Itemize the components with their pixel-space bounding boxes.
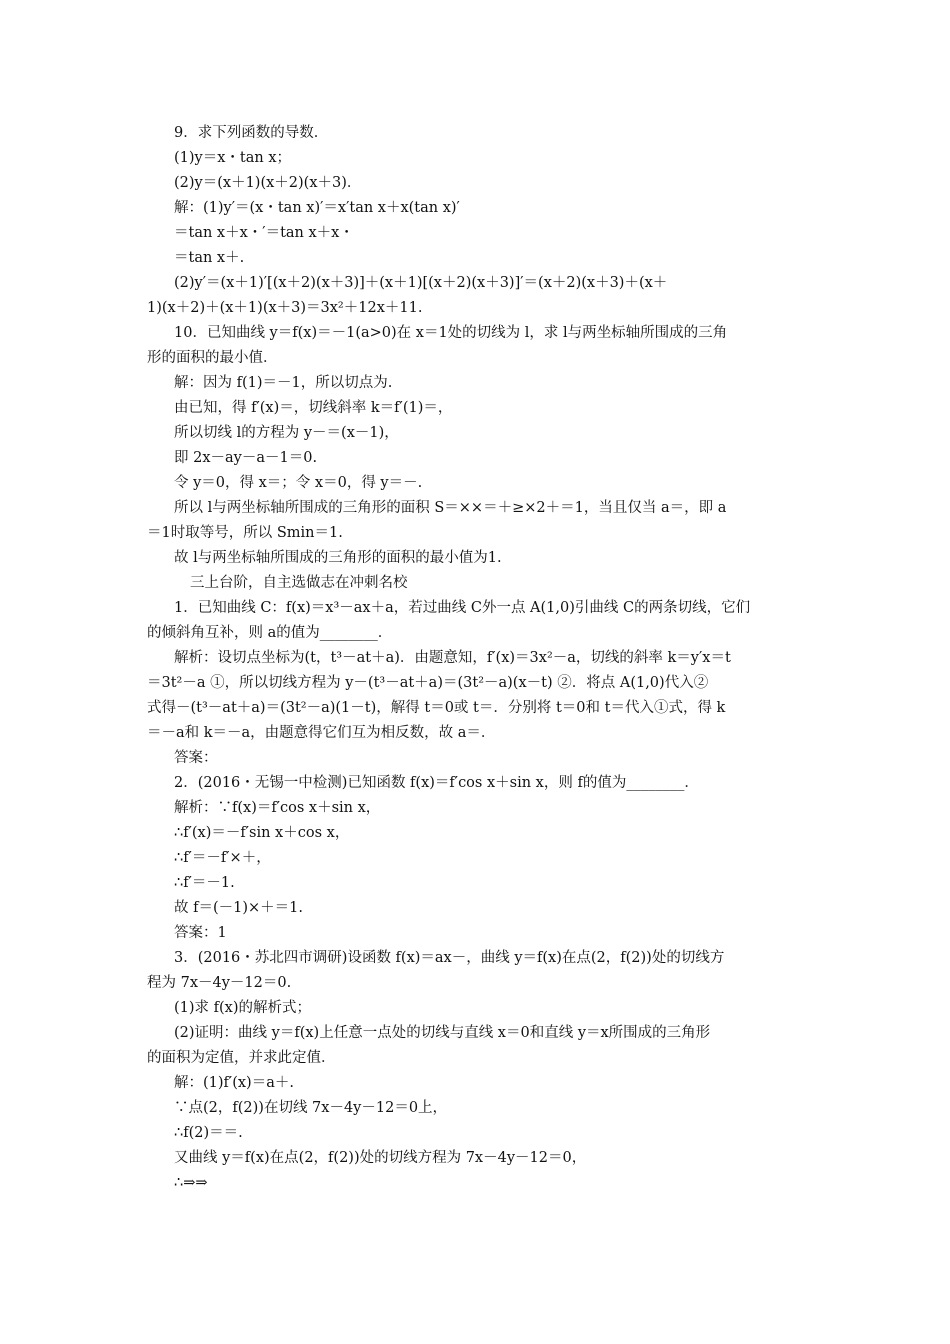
problem-3-part-1: (1)求 f(x)的解析式； — [174, 1000, 312, 1016]
problem-1-title: 1．已知曲线 C：f(x)＝x³－ax＋a，若过曲线 C外一点 A(1,0)引曲线 C的两条切线，它们 — [174, 600, 751, 616]
solution-line: 令 y＝0，得 x＝；令 x＝0，得 y＝－. — [174, 475, 423, 491]
solution-line: ∴⇒⇒ — [174, 1175, 208, 1191]
analysis-line: ＝－a和 k＝－a，由题意得它们互为相反数，故 a＝． — [147, 725, 496, 741]
answer-line: 答案： — [174, 750, 218, 766]
solution-line: ＝tan x＋. — [174, 250, 245, 266]
answer-line: 答案：1 — [174, 925, 227, 941]
problem-3-title-cont: 程为 7x－4y－12＝0. — [147, 975, 292, 991]
solution-line: 所以 l与两坐标轴所围成的三角形的面积 S＝××＝＋≥×2＋＝1，当且仅当 a＝，即 a — [174, 500, 727, 516]
analysis-line: 解析：∵f(x)＝f′cos x＋sin x， — [174, 800, 381, 816]
solution-line: ∴f(2)＝＝. — [174, 1125, 243, 1141]
analysis-line: ＝3t²－a ①，所以切线方程为 y－(t³－at＋a)＝(3t²－a)(x－t) ②．将点 A(1,0)代入② — [147, 675, 709, 691]
solution-line: 又曲线 y＝f(x)在点(2，f(2))处的切线方程为 7x－4y－12＝0， — [174, 1150, 587, 1166]
solution-line: 1)(x＋2)＋(x＋1)(x＋3)＝3x²＋12x＋11. — [147, 300, 423, 316]
solution-line: 解：因为 f(1)＝－1，所以切点为. — [174, 375, 393, 391]
solution-line: 解：(1)y′＝(x・tan x)′＝x′tan x＋x(tan x)′ — [174, 200, 460, 216]
solution-line: 由已知，得 f′(x)＝，切线斜率 k＝f′(1)＝， — [174, 400, 453, 416]
problem-1-title-cont: 的倾斜角互补，则 a的值为________． — [147, 625, 393, 641]
analysis-line: 式得－(t³－at＋a)＝(3t²－a)(1－t)，解得 t＝0或 t＝．分别将 t＝0和 t＝代入①式，得 k — [147, 700, 726, 716]
solution-line: 解：(1)f′(x)＝a＋. — [174, 1075, 294, 1091]
solution-line: 即 2x－ay－a－1＝0. — [174, 450, 318, 466]
solution-line: (2)y′＝(x＋1)′[(x＋2)(x＋3)]＋(x＋1)[(x＋2)(x＋3)]′＝(x＋2)(x＋3)＋(x＋ — [174, 275, 668, 291]
analysis-line: ∴f′＝－1. — [174, 875, 235, 891]
section-heading: 三上台阶，自主选做志在冲刺名校 — [190, 575, 408, 591]
analysis-line: ∴f′(x)＝－f′sin x＋cos x， — [174, 825, 350, 841]
solution-line: ＝1时取等号，所以 Smin＝1. — [147, 525, 343, 541]
solution-line: ∵点(2，f(2))在切线 7x－4y－12＝0上， — [174, 1100, 448, 1116]
problem-3-part-2-cont: 的面积为定值，并求此定值． — [147, 1050, 336, 1066]
problem-9-part-1: (1)y＝x・tan x； — [174, 150, 292, 166]
problem-9-part-2: (2)y＝(x＋1)(x＋2)(x＋3)． — [174, 175, 362, 191]
problem-3-title: 3．(2016・苏北四市调研)设函数 f(x)＝ax－，曲线 y＝f(x)在点(2，f(2))处的切线方 — [174, 950, 725, 966]
problem-9-title: 9．求下列函数的导数． — [174, 125, 329, 141]
problem-2-title: 2．(2016・无锡一中检测)已知函数 f(x)＝f′cos x＋sin x，则 f的值为________． — [174, 775, 699, 791]
problem-10-title: 10．已知曲线 y＝f(x)＝－1(a>0)在 x＝1处的切线为 l，求 l与两坐标轴所围成的三角 — [174, 325, 728, 341]
problem-3-part-2: (2)证明：曲线 y＝f(x)上任意一点处的切线与直线 x＝0和直线 y＝x所围成的三角形 — [174, 1025, 711, 1041]
analysis-line: 解析：设切点坐标为(t，t³－at＋a)．由题意知，f′(x)＝3x²－a，切线的斜率 k＝y′x＝t — [174, 650, 731, 666]
solution-line: 所以切线 l的方程为 y－＝(x－1)， — [174, 425, 399, 441]
problem-10-title-cont: 形的面积的最小值． — [147, 350, 278, 366]
solution-line: 故 l与两坐标轴所围成的三角形的面积的最小值为1. — [174, 550, 502, 566]
analysis-line: 故 f＝(－1)×＋＝1. — [174, 900, 303, 916]
analysis-line: ∴f′＝－f′×＋， — [174, 850, 271, 866]
solution-line: ＝tan x＋x・′＝tan x＋x・ — [174, 225, 354, 241]
